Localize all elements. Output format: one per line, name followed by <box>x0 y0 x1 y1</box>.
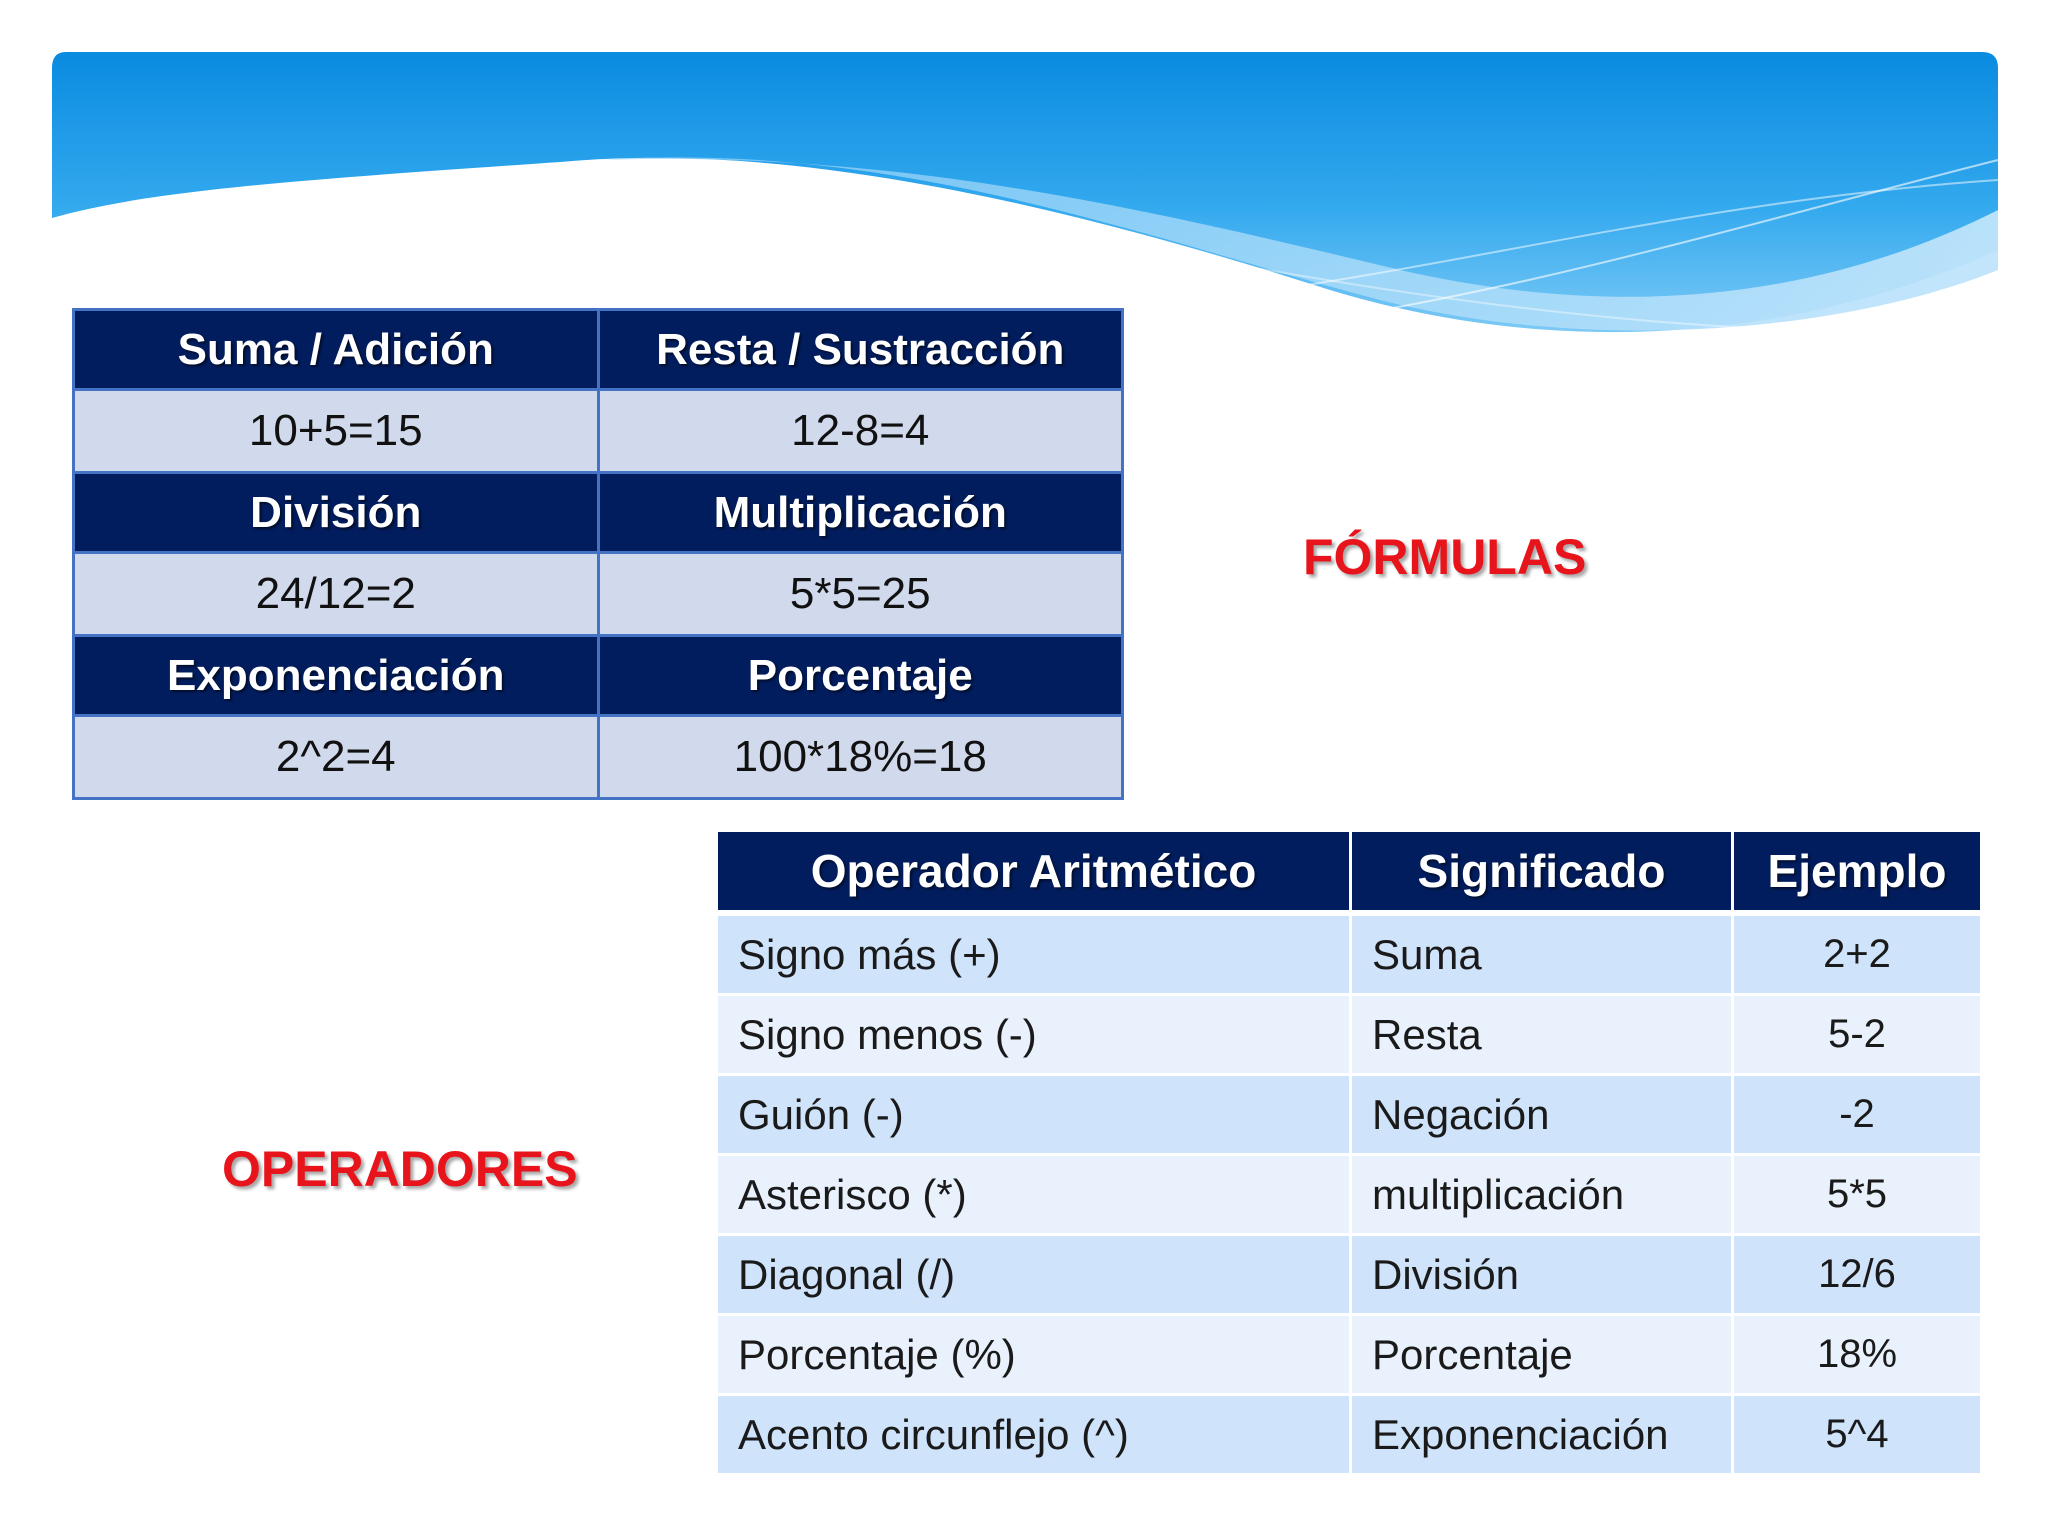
formula-header-cell: Resta / Sustracción <box>598 310 1123 390</box>
operator-cell: Guión (-) <box>718 1076 1352 1156</box>
operator-cell: Acento circunflejo (^) <box>718 1396 1352 1476</box>
example-cell: 12/6 <box>1734 1236 1980 1316</box>
example-cell: 18% <box>1734 1316 1980 1396</box>
table-row <box>718 1076 1980 1156</box>
operator-cell: Signo más (+) <box>718 916 1352 996</box>
operator-cell: Asterisco (*) <box>718 1156 1352 1236</box>
example-cell: 5*5 <box>1734 1156 1980 1236</box>
operators-table <box>718 832 1980 1476</box>
formulas-title: FÓRMULAS <box>1303 529 1587 585</box>
formula-value-cell: 10+5=15 <box>74 390 599 473</box>
formula-value-row <box>74 553 1123 636</box>
formula-value-row <box>74 716 1123 799</box>
example-cell: 2+2 <box>1734 916 1980 996</box>
table-row <box>718 1396 1980 1476</box>
formula-header-cell: Porcentaje <box>598 636 1123 716</box>
column-header-meaning: Significado <box>1352 832 1734 916</box>
formula-header-cell: Exponenciación <box>74 636 599 716</box>
example-cell: -2 <box>1734 1076 1980 1156</box>
meaning-cell: Porcentaje <box>1352 1316 1734 1396</box>
formula-header-cell: Suma / Adición <box>74 310 599 390</box>
table-row <box>718 996 1980 1076</box>
table-row <box>718 1236 1980 1316</box>
formula-header-row <box>74 473 1123 553</box>
column-header-operator: Operador Aritmético <box>718 832 1352 916</box>
operators-header-row <box>718 832 1980 916</box>
table-row <box>718 916 1980 996</box>
formula-header-cell: División <box>74 473 599 553</box>
meaning-cell: Suma <box>1352 916 1734 996</box>
meaning-cell: multiplicación <box>1352 1156 1734 1236</box>
formula-value-row <box>74 390 1123 473</box>
example-cell: 5-2 <box>1734 996 1980 1076</box>
formula-value-cell: 24/12=2 <box>74 553 599 636</box>
formula-value-cell: 100*18%=18 <box>598 716 1123 799</box>
operator-cell: Signo menos (-) <box>718 996 1352 1076</box>
formula-value-cell: 2^2=4 <box>74 716 599 799</box>
formula-value-cell: 5*5=25 <box>598 553 1123 636</box>
operator-cell: Porcentaje (%) <box>718 1316 1352 1396</box>
formula-header-row <box>74 636 1123 716</box>
formulas-table <box>72 308 1124 800</box>
meaning-cell: Negación <box>1352 1076 1734 1156</box>
column-header-example: Ejemplo <box>1734 832 1980 916</box>
meaning-cell: División <box>1352 1236 1734 1316</box>
example-cell: 5^4 <box>1734 1396 1980 1476</box>
table-row <box>718 1316 1980 1396</box>
table-row <box>718 1156 1980 1236</box>
formula-header-row <box>74 310 1123 390</box>
formula-header-cell: Multiplicación <box>598 473 1123 553</box>
meaning-cell: Resta <box>1352 996 1734 1076</box>
operator-cell: Diagonal (/) <box>718 1236 1352 1316</box>
formula-value-cell: 12-8=4 <box>598 390 1123 473</box>
meaning-cell: Exponenciación <box>1352 1396 1734 1476</box>
operators-title: OPERADORES <box>222 1141 578 1197</box>
